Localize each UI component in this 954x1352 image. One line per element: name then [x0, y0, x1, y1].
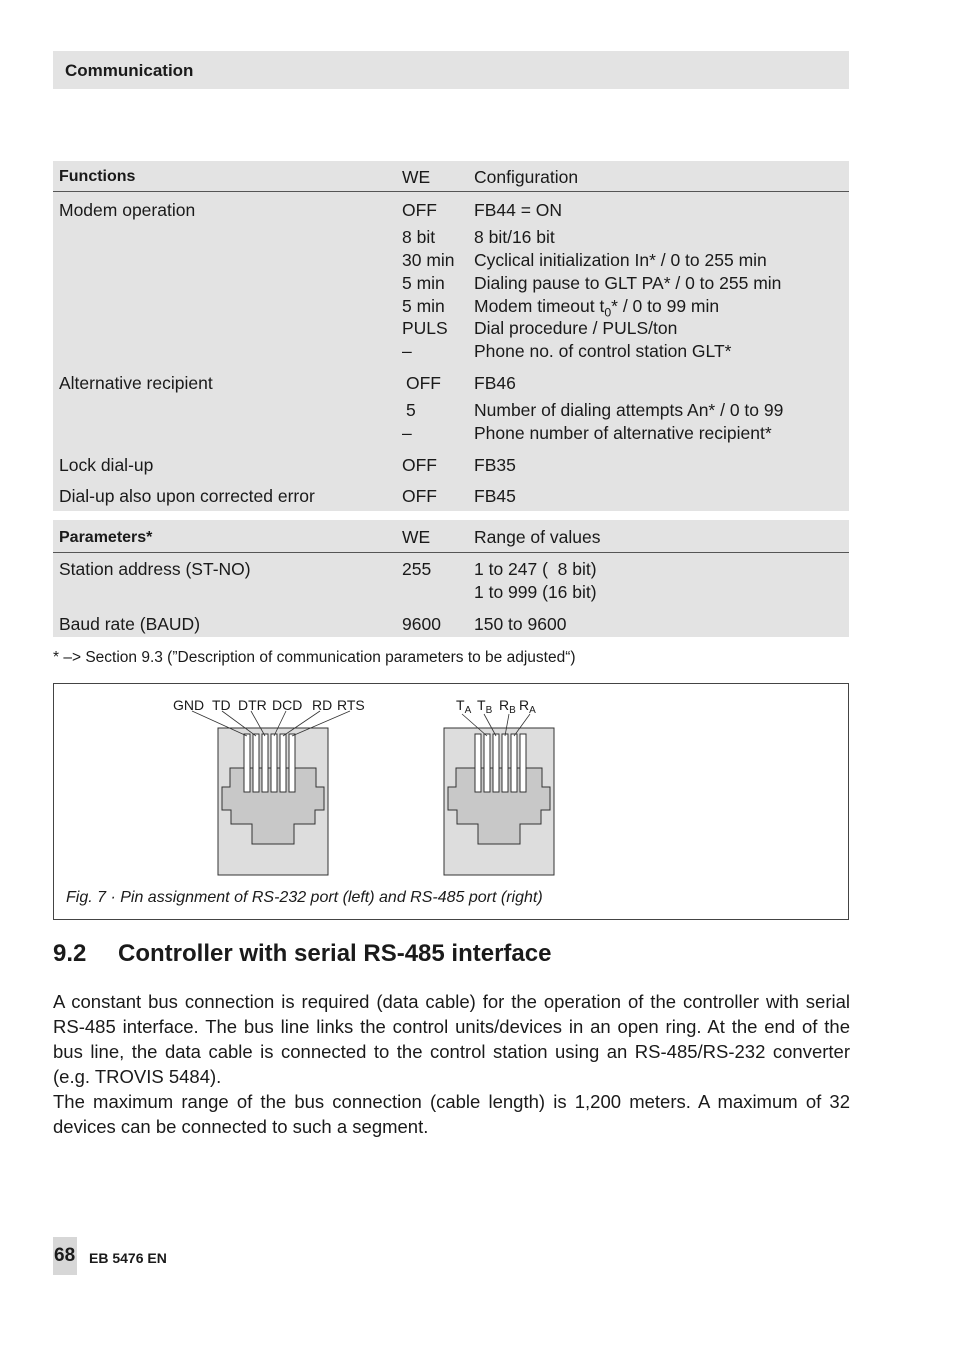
we-value: 8 bit: [402, 227, 436, 247]
config-value: Cyclical initialization In* / 0 to 255 min: [474, 250, 767, 270]
pin-label-ta: $T_A$: [456, 697, 472, 716]
parameters-col-header: Parameters*: [59, 529, 153, 546]
functions-table: [53, 161, 849, 511]
row-label: Lock dial-up: [59, 455, 154, 475]
row-label: Alternative recipient: [59, 373, 213, 393]
rs232-connector: [192, 711, 350, 875]
we-value: 9600: [402, 614, 441, 634]
pin-label-tb: $T_B$: [477, 697, 493, 716]
we-value: OFF: [402, 486, 437, 506]
pin-label-gnd: GND: [173, 697, 205, 713]
row-label: Baud rate (BAUD): [59, 614, 201, 634]
body-paragraph: The maximum range of the bus connection (cable length) is 1,200 meters. A maximum of 32 devices can be connected to such a segment.: [53, 1091, 850, 1137]
pin-diagram: [54, 684, 848, 884]
we-value: 255: [402, 559, 432, 579]
page-number-box: [53, 1237, 77, 1275]
we-value: 5 min: [402, 296, 445, 316]
section-heading: [53, 940, 551, 968]
footnote: * –> Section 9.3 (”Description of communication parameters to be adjusted“): [53, 649, 576, 666]
pin-label-ra: $R_A$: [519, 697, 536, 716]
parameters-table: [53, 520, 849, 637]
we-value: OFF: [402, 455, 437, 475]
figure-caption: Fig. 7 · Pin assignment of RS-232 port (left) and RS-485 port (right): [66, 889, 543, 906]
header-title: Communication: [65, 61, 194, 80]
pin-label-rb: $R_B$: [499, 697, 516, 716]
we-value: –: [402, 423, 412, 443]
we-value: PULS: [402, 318, 448, 338]
section-header-bar: [53, 51, 849, 89]
page-number: 68: [54, 1245, 76, 1266]
range-value: 1 to 999 (16 bit): [474, 582, 597, 602]
row-label: Dial-up also upon corrected error: [59, 486, 315, 506]
pin-label-rts: RTS: [337, 697, 365, 713]
config-value: Dialing pause to GLT PA* / 0 to 255 min: [474, 273, 782, 293]
we-col-header: WE: [402, 527, 431, 547]
we-value: OFF: [406, 373, 441, 393]
we-value: 5 min: [402, 273, 445, 293]
pin-label-rd: RD: [312, 697, 333, 713]
pin-label-td: TD: [212, 697, 231, 713]
config-value: FB45: [474, 486, 516, 506]
functions-header-row: [53, 161, 849, 192]
range-value: 150 to 9600: [474, 614, 567, 634]
functions-col-header: Functions: [59, 168, 136, 185]
range-value: 1 to 247 ( 8 bit): [474, 559, 597, 579]
we-value: OFF: [402, 200, 437, 220]
config-value: FB46: [474, 373, 516, 393]
body-paragraph: A constant bus connection is required (data cable) for the operation of the controller with serial RS-485 interface. The bus line links the control units/devices in an open ring. At the end of the bus line, the data cable is connected to the control station using an RS-485/RS-232 converter (e.g. TROVIS 5484).: [53, 991, 850, 1087]
config-value: Phone number of alternative recipient*: [474, 423, 772, 443]
config-value: Dial procedure / PULS/ton: [474, 318, 678, 338]
figure-box: [53, 683, 849, 920]
config-value: FB35: [474, 455, 516, 475]
pin-label-dtr: DTR: [238, 697, 267, 713]
configuration-col-header: Configuration: [474, 167, 579, 187]
we-value: 30 min: [402, 250, 455, 270]
we-value: 5: [406, 400, 416, 420]
config-value: 8 bit/16 bit: [474, 227, 555, 247]
config-value: Number of dialing attempts An* / 0 to 99: [474, 400, 784, 420]
config-value: Phone no. of control station GLT*: [474, 341, 732, 361]
config-value: Modem timeout $t_0* / 0$ to 99 min: [474, 296, 720, 320]
row-label: Station address (ST-NO): [59, 559, 251, 579]
section-number: 9.2: [53, 940, 87, 967]
config-value: FB44 = ON: [474, 200, 563, 220]
pin-label-dcd: DCD: [272, 697, 303, 713]
section-title: Controller with serial RS-485 interface: [118, 940, 552, 967]
rs485-connector: [444, 714, 554, 875]
we-col-header: WE: [402, 167, 431, 187]
range-col-header: Range of values: [474, 527, 601, 547]
row-label: Modem operation: [59, 200, 196, 220]
parameters-header-row: [53, 520, 849, 553]
we-value: –: [402, 341, 412, 361]
document-id: EB 5476 EN: [89, 1250, 167, 1266]
